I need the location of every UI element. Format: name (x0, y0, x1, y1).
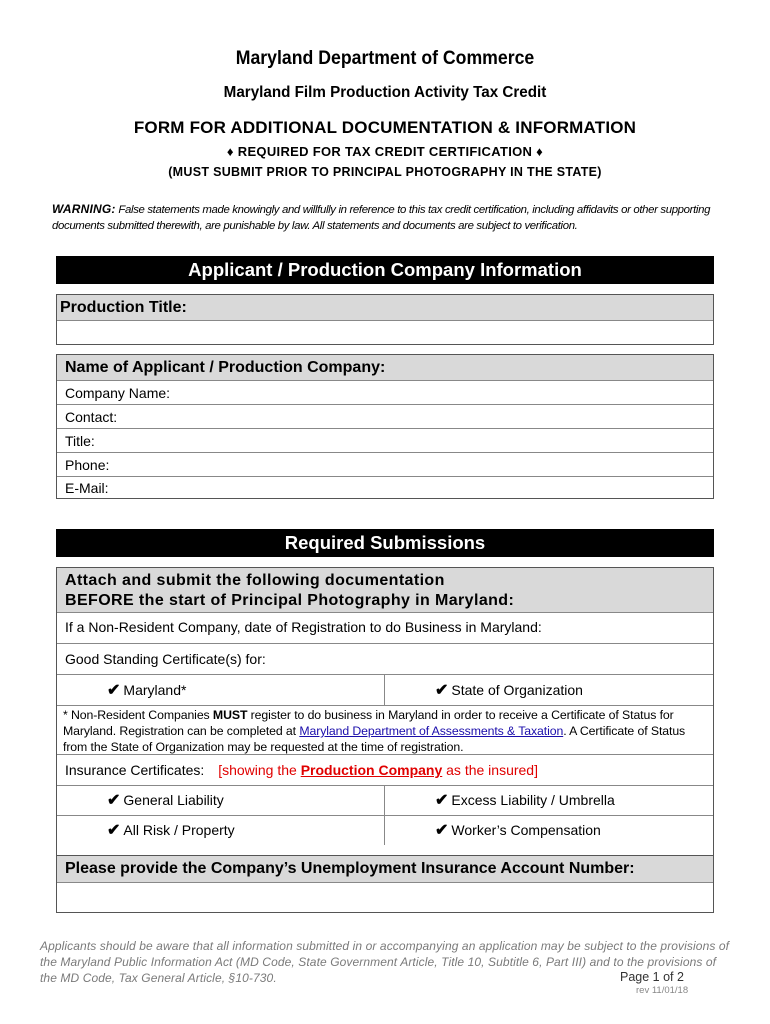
warning-text (52, 201, 732, 234)
submissions-box (56, 567, 714, 913)
check-icon: ✔ (107, 822, 121, 839)
workers-comp-label: Worker’s Compensation (451, 822, 601, 838)
check-icon: ✔ (435, 792, 449, 809)
submissions-intro (57, 568, 713, 612)
excess-liability-checkbox[interactable] (435, 786, 615, 815)
submissions-section-header: Required Submissions (56, 529, 714, 557)
note-text-3: . A Certificate of Status from the State of Organization may be requested at the time of registration. (63, 724, 686, 754)
insurance-note-company: Production Company (300, 762, 443, 778)
applicant-section-header: Applicant / Production Company Information (56, 256, 714, 284)
company-name-label: Company Name: (65, 385, 171, 401)
workers-comp-cell (385, 816, 713, 845)
state-organization-checkbox[interactable] (435, 675, 583, 706)
state-organization-label: State of Organization (451, 682, 583, 698)
warning-body: False statements made knowingly and willfully in reference to this tax credit certification, including affidavits or other supporting documents submitted therewith, are punishable by law. All statements and documents are subject to verification. (52, 204, 711, 232)
unemployment-header: Please provide the Company’s Unemployment Insurance Account Number: (57, 855, 713, 882)
company-info-header: Name of Applicant / Production Company: (57, 355, 713, 380)
insurance-label: Insurance Certificates: (65, 762, 205, 778)
public-info-disclaimer: Applicants should be aware that all information submitted in or accompanying an application may be subject to the provisions of the Maryland Public Information Act (MD Code, State Government Article, Title 10, Subtitle 6, Part III) and to the provisions of the MD Code, Tax General Article, §10-730. (40, 939, 730, 985)
production-title-field[interactable] (57, 320, 713, 345)
maryland-label: Maryland* (123, 682, 187, 698)
check-icon: ✔ (107, 682, 121, 699)
insurance-note-post: as the insured] (442, 762, 538, 778)
email-field[interactable] (57, 476, 713, 499)
warning-label: WARNING: (52, 202, 116, 216)
insurance-note (218, 762, 538, 778)
general-liability-checkbox[interactable] (107, 786, 224, 815)
unemployment-account-field[interactable] (57, 882, 713, 913)
maryland-check-cell (57, 675, 385, 705)
note-text-2: register to do business in Maryland in order to receive a Certificate of Status for Maryland. Registration can be completed at (63, 708, 674, 738)
must-submit-line: (MUST SUBMIT PRIOR TO PRINCIPAL PHOTOGRAPHY IN THE STATE) (168, 165, 602, 179)
sdat-link[interactable]: Maryland Department of Assessments & Taxation (299, 724, 564, 738)
contact-label: Contact: (65, 409, 118, 425)
contact-field[interactable] (57, 404, 713, 428)
excess-liability-label: Excess Liability / Umbrella (451, 792, 615, 808)
check-icon: ✔ (107, 792, 121, 809)
insurance-checks-row-1 (57, 785, 713, 815)
excess-liability-cell (385, 786, 713, 815)
general-liability-label: General Liability (123, 792, 224, 808)
good-standing-label: Good Standing Certificate(s) for: (65, 651, 266, 667)
company-name-field[interactable] (57, 380, 713, 404)
maryland-checkbox[interactable] (107, 675, 186, 706)
check-icon: ✔ (435, 822, 449, 839)
insurance-checks-row-2 (57, 815, 713, 845)
general-liability-cell (57, 786, 385, 815)
all-risk-checkbox[interactable] (107, 816, 235, 845)
required-line: ♦ REQUIRED FOR TAX CREDIT CERTIFICATION ♦ (226, 144, 544, 159)
all-risk-label: All Risk / Property (123, 822, 235, 838)
production-title-box (56, 294, 714, 345)
submissions-intro-line1: Attach and submit the following documentation (65, 572, 445, 589)
note-must: MUST (212, 708, 248, 722)
insurance-note-pre: [showing the (218, 762, 301, 778)
form-title: FORM FOR ADDITIONAL DOCUMENTATION & INFORMATION (133, 118, 637, 137)
check-icon: ✔ (435, 682, 449, 699)
note-text-1: * Non-Resident Companies (63, 708, 213, 722)
insurance-row (57, 754, 713, 785)
phone-field[interactable] (57, 452, 713, 476)
page-number: Page 1 of 2 (620, 970, 684, 984)
non-resident-note (57, 705, 713, 754)
submissions-intro-line2: BEFORE the start of Principal Photography in Maryland: (65, 592, 515, 609)
non-resident-registration-field[interactable] (57, 612, 713, 643)
program-title: Maryland Film Production Activity Tax Credit (223, 84, 547, 101)
state-org-check-cell (385, 675, 713, 705)
non-resident-label: If a Non-Resident Company, date of Registration to do Business in Maryland: (65, 619, 542, 635)
title-field[interactable] (57, 428, 713, 452)
production-title-label: Production Title: (57, 295, 713, 320)
workers-comp-checkbox[interactable] (435, 816, 601, 845)
phone-label: Phone: (65, 457, 110, 473)
good-standing-row (57, 643, 713, 674)
company-info-box (56, 354, 714, 499)
all-risk-cell (57, 816, 385, 845)
title-label: Title: (65, 433, 95, 449)
email-label: E-Mail: (65, 480, 109, 496)
department-title: Maryland Department of Commerce (235, 48, 535, 69)
good-standing-checks (57, 674, 713, 705)
revision-date: rev 11/01/18 (636, 985, 689, 996)
